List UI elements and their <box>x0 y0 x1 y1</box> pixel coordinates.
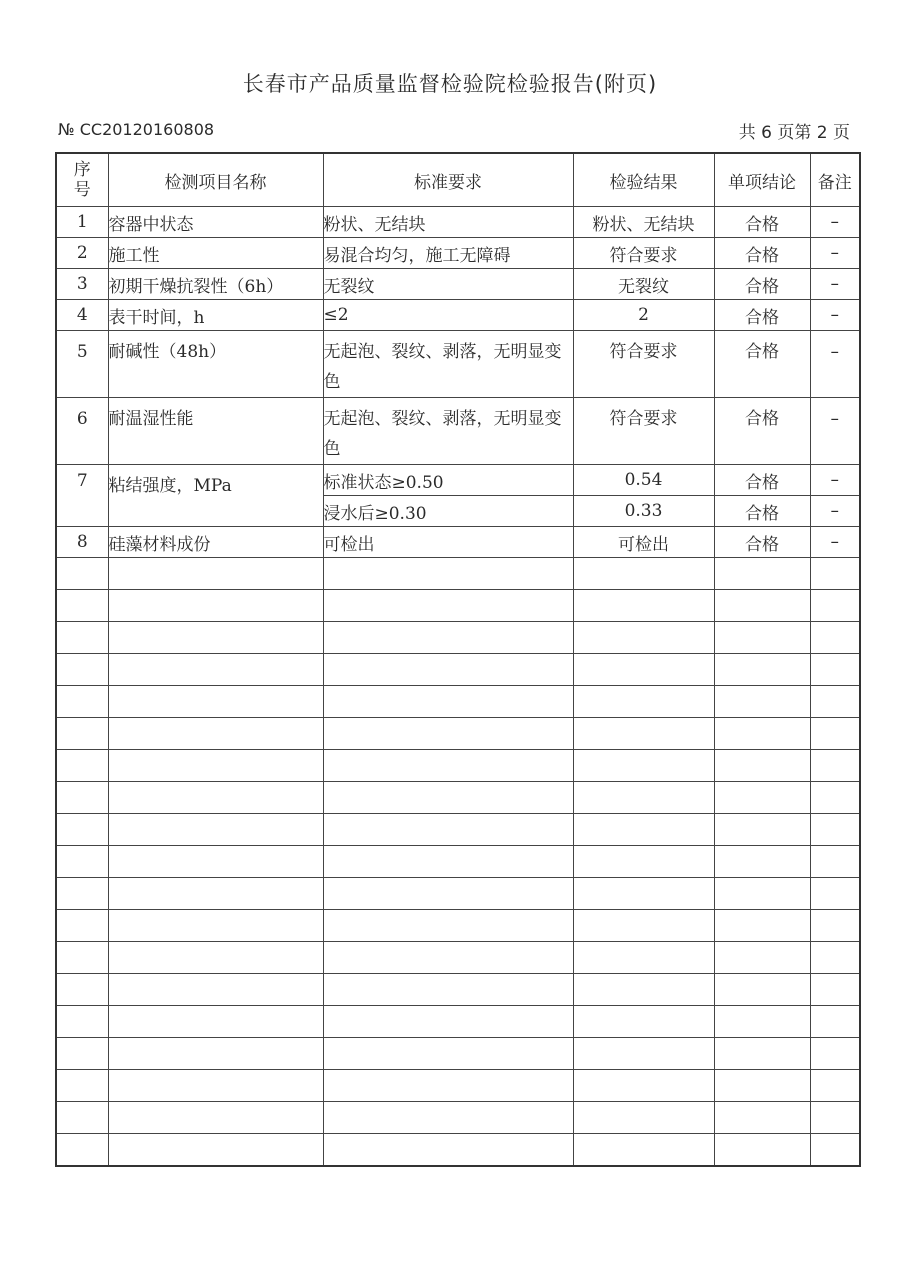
empty-cell <box>108 1102 323 1134</box>
empty-cell <box>108 590 323 622</box>
empty-cell <box>108 718 323 750</box>
empty-table-row <box>56 910 860 942</box>
cell-conclusion-text: 合格 <box>745 409 779 429</box>
empty-cell <box>573 622 714 654</box>
cell-standard-text: 无起泡、裂纹、剥落，无明显变色 <box>323 409 562 459</box>
empty-cell <box>810 654 860 686</box>
column-header-remark: 备注 <box>810 153 860 207</box>
empty-cell <box>323 718 573 750</box>
cell-result-text: 符合要求 <box>609 342 678 362</box>
cell-item-name: 容器中状态 <box>108 207 323 238</box>
cell-standard: ≤2 <box>323 300 573 331</box>
cell-seq-text: 6 <box>76 409 88 429</box>
cell-seq <box>56 398 108 465</box>
cell-conclusion: 合格 <box>714 238 810 269</box>
empty-cell <box>323 878 573 910</box>
empty-cell <box>573 1038 714 1070</box>
empty-table-row <box>56 1006 860 1038</box>
empty-cell <box>714 1134 810 1167</box>
empty-cell <box>810 558 860 590</box>
cell-item-name: 施工性 <box>108 238 323 269</box>
empty-cell <box>810 846 860 878</box>
cell-standard: 标准状态≥0.50 <box>323 465 573 496</box>
empty-cell <box>323 1038 573 1070</box>
cell-standard: 无裂纹 <box>323 269 573 300</box>
empty-cell <box>714 1102 810 1134</box>
empty-cell <box>714 590 810 622</box>
empty-cell <box>323 1134 573 1167</box>
cell-standard: 浸水后≥0.30 <box>323 496 573 527</box>
empty-table-row <box>56 686 860 718</box>
column-header-item-name: 检测项目名称 <box>108 153 323 207</box>
cell-conclusion: 合格 <box>714 496 810 527</box>
empty-cell <box>573 1134 714 1167</box>
table-row <box>56 527 860 558</box>
empty-cell <box>56 654 108 686</box>
cell-result: 2 <box>573 300 714 331</box>
column-header-conclusion: 单项结论 <box>714 153 810 207</box>
cell-seq: 2 <box>56 238 108 269</box>
empty-cell <box>323 846 573 878</box>
cell-item-name-text: 耐温湿性能 <box>108 409 194 429</box>
inspection-results-table <box>55 152 861 1167</box>
empty-cell <box>573 1006 714 1038</box>
cell-remark <box>810 331 860 398</box>
empty-cell <box>108 1038 323 1070</box>
empty-cell <box>714 878 810 910</box>
empty-cell <box>56 622 108 654</box>
empty-cell <box>323 1006 573 1038</box>
empty-table-row <box>56 622 860 654</box>
empty-cell <box>714 974 810 1006</box>
cell-conclusion: 合格 <box>714 465 810 496</box>
empty-cell <box>810 910 860 942</box>
empty-table-row <box>56 1102 860 1134</box>
cell-conclusion <box>714 398 810 465</box>
empty-cell <box>108 750 323 782</box>
cell-result: 粉状、无结块 <box>573 207 714 238</box>
empty-cell <box>714 654 810 686</box>
empty-cell <box>573 910 714 942</box>
empty-cell <box>714 814 810 846</box>
empty-cell <box>573 654 714 686</box>
empty-table-row <box>56 654 860 686</box>
empty-cell <box>56 1070 108 1102</box>
cell-seq <box>56 331 108 398</box>
cell-remark: – <box>810 238 860 269</box>
empty-cell <box>810 1070 860 1102</box>
column-header-standard: 标准要求 <box>323 153 573 207</box>
empty-cell <box>714 1006 810 1038</box>
empty-cell <box>108 622 323 654</box>
empty-cell <box>810 590 860 622</box>
empty-cell <box>714 782 810 814</box>
empty-table-row <box>56 1070 860 1102</box>
table-row <box>56 238 860 269</box>
empty-cell <box>714 622 810 654</box>
cell-remark-text: – <box>830 342 839 362</box>
empty-cell <box>573 1070 714 1102</box>
empty-cell <box>810 1006 860 1038</box>
empty-cell <box>56 974 108 1006</box>
cell-standard: 易混合均匀，施工无障碍 <box>323 238 573 269</box>
empty-cell <box>810 974 860 1006</box>
column-header-seq-bottom: 号 <box>73 180 91 200</box>
empty-cell <box>573 1102 714 1134</box>
empty-cell <box>810 686 860 718</box>
empty-cell <box>56 558 108 590</box>
column-header-result: 检验结果 <box>573 153 714 207</box>
cell-item-name <box>108 331 323 398</box>
empty-cell <box>714 942 810 974</box>
empty-cell <box>323 1102 573 1134</box>
empty-table-row <box>56 590 860 622</box>
cell-item-name: 初期干燥抗裂性（6h） <box>108 269 323 300</box>
empty-cell <box>573 814 714 846</box>
table-row <box>56 300 860 331</box>
empty-cell <box>323 814 573 846</box>
cell-standard <box>323 331 573 398</box>
table-row <box>56 269 860 300</box>
cell-seq: 8 <box>56 527 108 558</box>
empty-table-row <box>56 782 860 814</box>
empty-cell <box>573 750 714 782</box>
cell-seq: 3 <box>56 269 108 300</box>
cell-seq: 1 <box>56 207 108 238</box>
empty-cell <box>714 1070 810 1102</box>
empty-cell <box>56 1102 108 1134</box>
empty-table-row <box>56 718 860 750</box>
empty-cell <box>714 1038 810 1070</box>
empty-cell <box>714 686 810 718</box>
empty-table-row <box>56 750 860 782</box>
empty-cell <box>323 622 573 654</box>
empty-cell <box>573 558 714 590</box>
cell-remark: – <box>810 207 860 238</box>
empty-cell <box>108 1006 323 1038</box>
table-row <box>56 465 860 496</box>
empty-cell <box>810 1038 860 1070</box>
cell-remark <box>810 398 860 465</box>
empty-table-row <box>56 1134 860 1167</box>
empty-cell <box>56 1038 108 1070</box>
cell-result: 0.54 <box>573 465 714 496</box>
empty-cell <box>108 558 323 590</box>
empty-cell <box>323 910 573 942</box>
cell-item-name <box>108 398 323 465</box>
page-counter: 共 6 页第 2 页 <box>738 123 850 143</box>
cell-result: 可检出 <box>573 527 714 558</box>
empty-cell <box>56 910 108 942</box>
empty-cell <box>56 846 108 878</box>
cell-remark: – <box>810 496 860 527</box>
cell-conclusion: 合格 <box>714 527 810 558</box>
empty-cell <box>108 974 323 1006</box>
empty-cell <box>108 1070 323 1102</box>
cell-result: 符合要求 <box>573 238 714 269</box>
empty-cell <box>56 942 108 974</box>
cell-result: 无裂纹 <box>573 269 714 300</box>
cell-standard: 粉状、无结块 <box>323 207 573 238</box>
cell-remark: – <box>810 465 860 496</box>
empty-table-row <box>56 942 860 974</box>
empty-cell <box>56 750 108 782</box>
table-row <box>56 398 860 465</box>
empty-cell <box>108 782 323 814</box>
empty-cell <box>714 558 810 590</box>
empty-cell <box>108 654 323 686</box>
column-header-seq <box>56 153 108 207</box>
empty-cell <box>323 942 573 974</box>
cell-remark: – <box>810 269 860 300</box>
empty-cell <box>810 622 860 654</box>
empty-cell <box>714 718 810 750</box>
empty-cell <box>573 718 714 750</box>
cell-item-name: 粘结强度，MPa <box>108 465 323 527</box>
cell-result <box>573 331 714 398</box>
report-title: 长春市产品质量监督检验院检验报告(附页) <box>242 72 658 96</box>
empty-cell <box>323 750 573 782</box>
empty-table-row <box>56 878 860 910</box>
cell-standard: 可检出 <box>323 527 573 558</box>
empty-cell <box>56 1134 108 1167</box>
empty-cell <box>323 686 573 718</box>
empty-cell <box>323 654 573 686</box>
cell-standard-text: 无起泡、裂纹、剥落，无明显变色 <box>323 342 562 392</box>
empty-cell <box>810 718 860 750</box>
empty-table-row <box>56 1038 860 1070</box>
empty-cell <box>573 878 714 910</box>
empty-cell <box>108 1134 323 1167</box>
empty-cell <box>573 846 714 878</box>
empty-cell <box>573 974 714 1006</box>
cell-conclusion-text: 合格 <box>745 342 779 362</box>
empty-table-row <box>56 814 860 846</box>
cell-item-name: 表干时间，h <box>108 300 323 331</box>
empty-cell <box>108 942 323 974</box>
empty-cell <box>323 1070 573 1102</box>
empty-cell <box>810 782 860 814</box>
cell-seq-text: 5 <box>76 342 88 362</box>
empty-cell <box>714 910 810 942</box>
empty-cell <box>573 590 714 622</box>
empty-cell <box>573 782 714 814</box>
cell-standard <box>323 398 573 465</box>
empty-cell <box>573 686 714 718</box>
empty-cell <box>714 846 810 878</box>
cell-conclusion: 合格 <box>714 300 810 331</box>
cell-result-text: 符合要求 <box>609 409 678 429</box>
cell-remark-text: – <box>830 409 839 429</box>
cell-seq: 4 <box>56 300 108 331</box>
cell-remark: – <box>810 527 860 558</box>
empty-cell <box>810 1102 860 1134</box>
table-row <box>56 207 860 238</box>
table-row <box>56 331 860 398</box>
cell-conclusion: 合格 <box>714 207 810 238</box>
cell-result <box>573 398 714 465</box>
empty-cell <box>108 910 323 942</box>
empty-cell <box>56 686 108 718</box>
cell-item-name: 硅藻材料成份 <box>108 527 323 558</box>
empty-cell <box>573 942 714 974</box>
empty-cell <box>56 814 108 846</box>
empty-cell <box>810 814 860 846</box>
empty-cell <box>108 814 323 846</box>
empty-cell <box>323 782 573 814</box>
empty-cell <box>810 878 860 910</box>
empty-table-row <box>56 558 860 590</box>
cell-result: 0.33 <box>573 496 714 527</box>
empty-cell <box>323 558 573 590</box>
empty-cell <box>810 750 860 782</box>
column-header-seq-top: 序 <box>73 160 91 180</box>
cell-seq: 7 <box>56 465 108 527</box>
empty-table-row <box>56 974 860 1006</box>
empty-cell <box>108 686 323 718</box>
empty-table-row <box>56 846 860 878</box>
empty-cell <box>108 846 323 878</box>
empty-cell <box>56 782 108 814</box>
empty-cell <box>810 942 860 974</box>
blank-rows <box>56 558 860 1167</box>
empty-cell <box>810 1134 860 1167</box>
empty-cell <box>56 590 108 622</box>
empty-cell <box>714 750 810 782</box>
cell-conclusion: 合格 <box>714 269 810 300</box>
empty-cell <box>323 590 573 622</box>
empty-cell <box>56 1006 108 1038</box>
cell-remark: – <box>810 300 860 331</box>
empty-cell <box>108 878 323 910</box>
cell-item-name-text: 耐碱性（48h） <box>108 342 227 362</box>
table-header-row <box>56 153 860 207</box>
cell-conclusion <box>714 331 810 398</box>
empty-cell <box>56 718 108 750</box>
report-number: № CC20120160808 <box>58 120 215 139</box>
empty-cell <box>323 974 573 1006</box>
empty-cell <box>56 878 108 910</box>
